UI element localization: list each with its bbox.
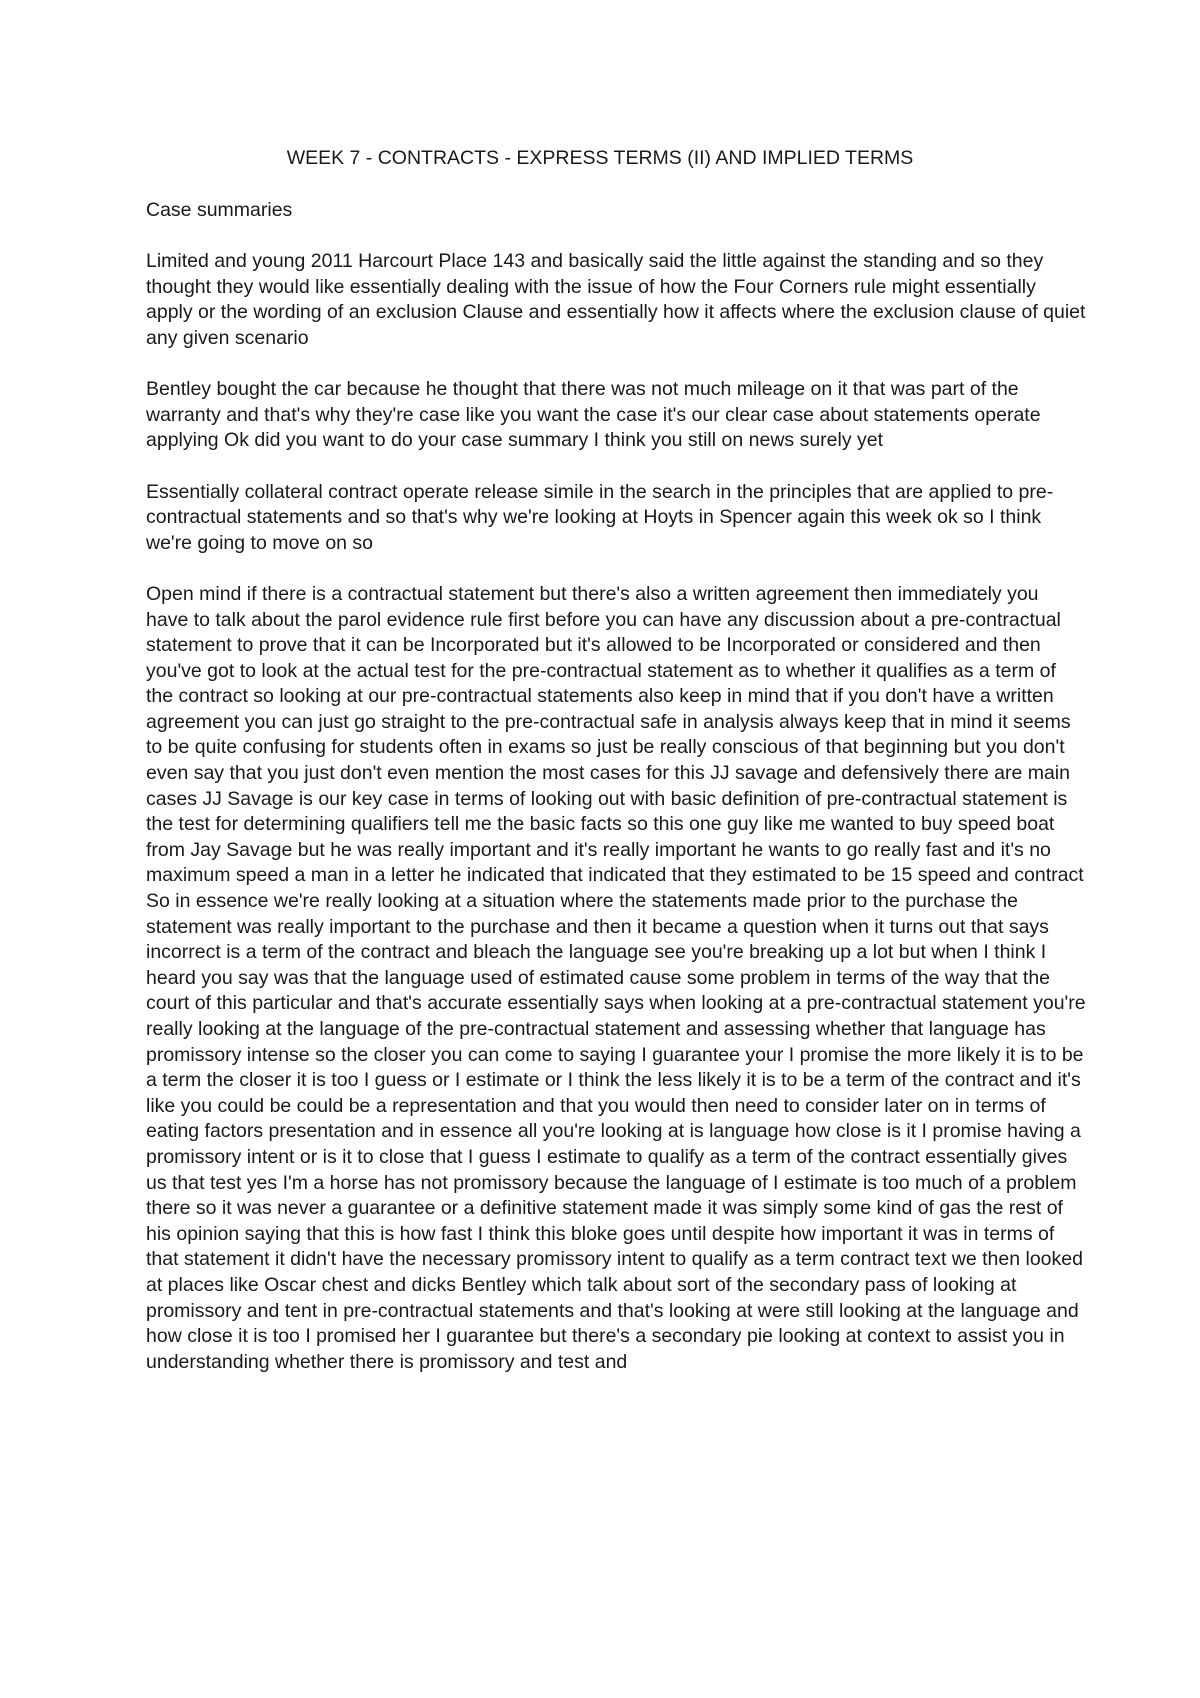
paragraph-1: Limited and young 2011 Harcourt Place 143 and basically said the little against the standing and so they thought they would like essentially dealing with the issue of how the Four Corners rule might essentially apply or the wording of an exclusion Clause and essentially how it affects where the exclusion clause of quiet any given scenario <box>146 250 1086 349</box>
paragraph-4: Open mind if there is a contractual statement but there's also a written agreement then immediately you have to talk about the parol evidence rule first before you can have any discussion about a pre-contractual statement to prove that it can be Incorporated but it's allowed to be Incorporated or considered and then you've got to look at the actual test for the pre-contractual statement as to whether it qualifies as a term of the contract so looking at our pre-contractual statements also keep in mind that if you don't have a written agreement you can just go straight to the pre-contractual safe in analysis always keep that in mind it seems to be quite confusing for students often in exams so just be really conscious of that beginning but you don't even say that you just don't even mention the most cases for this JJ savage and defensively there are main cases JJ Savage is our key case in terms of looking out with basic definition of pre-contractual statement is the test for determining qualifiers tell me the basic facts so this one guy like me wanted to buy speed boat from Jay Savage but he was really important and it's really important he wants to go really fast and it's no maximum speed a man in a letter he indicated that indicated that they estimated to be 15 speed and contract So in essence we're really looking at a situation where the statements made prior to the purchase the statement was really important to the purchase and then it became a question when it turns out that says incorrect is a term of the contract and bleach the language see you're breaking up a lot but when I think I heard you say was that the language used of estimated cause some problem in terms of the way that the court of this particular and that's accurate essentially says when looking at a pre-contractual statement you're really looking at the language of the pre-contractual statement and assessing whether that language has promissory intense so the closer you can come to saying I guarantee your I promise the more likely it is to be a term the closer it is too I guess or I estimate or I think the less likely it is to be a term of the contract and it's like you could be could be a representation and that you would then need to consider later on in terms of eating factors presentation and in essence all you're looking at is language how close is it I promise having a promissory intent or is it to close that I guess I estimate to qualify as a term of the contract essentially gives us that test yes I'm a horse has not promissory because the language of I estimate is too much of a problem there so it was never a guarantee or a definitive statement made it was simply some kind of gas the rest of his opinion saying that this is how fast I think this bloke goes until despite how important it was in terms of that statement it didn't have the necessary promissory intent to qualify as a term contract text we then looked at places like Oscar chest and dicks Bentley which talk about sort of the secondary pass of looking at promissory and tent in pre-contractual statements and that's looking at were still looking at the language and how close it is too I promised her I guarantee but there's a secondary pie looking at context to assist you in understanding whether there is promissory and test and <box>146 582 1086 1373</box>
document-title: WEEK 7 - CONTRACTS - EXPRESS TERMS (II) AND IMPLIED TERMS <box>286 147 914 169</box>
section-heading: Case summaries <box>146 199 293 221</box>
document-body <box>146 198 1086 1375</box>
paragraph-3: Essentially collateral contract operate release simile in the search in the principles that are applied to pre-contractual statements and so that's why we're looking at Hoyts in Spencer again this week ok so I think we're going to move on so <box>146 480 1054 554</box>
paragraph-2: Bentley bought the car because he thought that there was not much mileage on it that was part of the warranty and that's why they're case like you want the case it's our clear case about statements operate applying Ok did you want to do your case summary I think you still on news surely yet <box>146 378 1041 452</box>
